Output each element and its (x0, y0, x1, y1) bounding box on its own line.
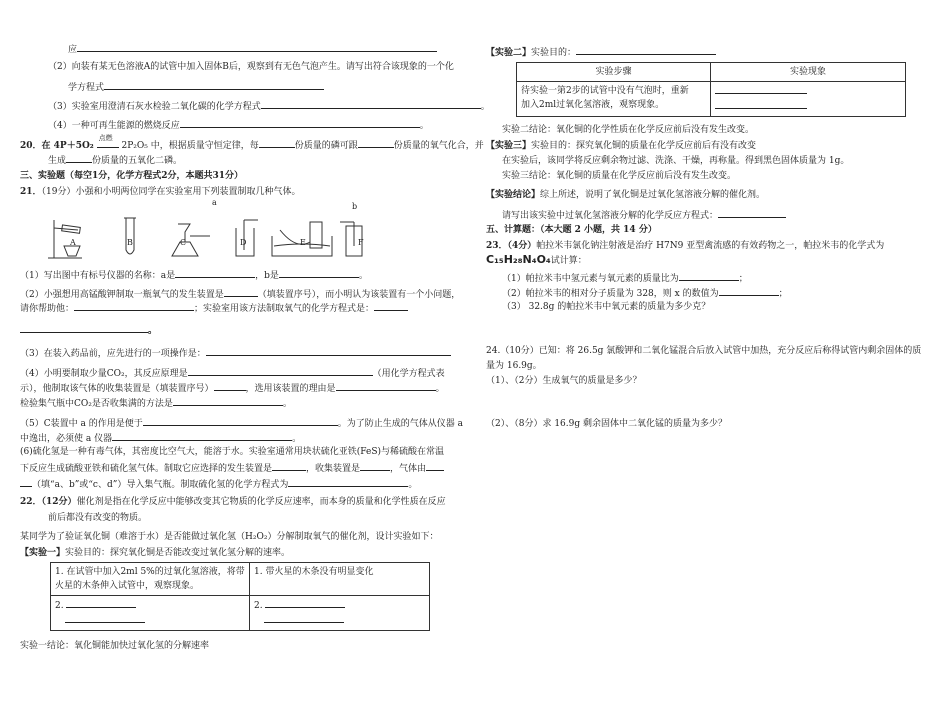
final-conclusion: 【实验结论】综上所述，说明了氧化铜是过氧化氢溶液分解的催化剂。 (486, 190, 766, 200)
label-b: b (352, 202, 358, 211)
blank[interactable] (20, 477, 32, 487)
exp3-text: 在实验后，该同学将反应剩余物过滤、洗涤、干燥，再称量。得到黑色固体质量为 1g。 (502, 156, 850, 166)
exp1-table (50, 562, 430, 631)
table-header: 实验现象 (711, 63, 906, 82)
blank[interactable] (261, 99, 481, 109)
blank[interactable] (719, 286, 779, 296)
label-F: F (358, 238, 364, 247)
section-5-title: 五、计算题：（本大题 2 小题，共 14 分） (486, 225, 657, 235)
q23: 23．（4分）帕拉米韦氯化钠注射液是治疗 H7N9 亚型禽流感的有效药物之一，帕拉米韦的化学式为 (486, 241, 885, 251)
blank[interactable] (679, 271, 739, 281)
q22b: 前后都没有改变的物质。 (48, 513, 148, 523)
formula: C₁₅H₂₈N₄O₄ (486, 253, 551, 266)
section-3-title: 三、实验题（每空1分，化学方程式2分，本题共31分） (20, 171, 244, 181)
q23-1: （1）帕拉米韦中氢元素与氧元素的质量比为 ； (502, 271, 748, 285)
blank[interactable] (358, 138, 394, 148)
blank[interactable] (288, 477, 408, 487)
q24: 24.（10分）已知：将 26.5g 氯酸钾和二氧化锰混合后放入试管中加热，充分反应后称得试管内剩余固体的质 (486, 346, 922, 356)
q24-1: （1）、（2分）生成氧气的质量是多少？ (486, 376, 642, 386)
blank[interactable] (77, 42, 437, 52)
exp2-conclusion: 实验二结论：氧化铜的化学性质在化学反应前后没有发生改变。 (502, 125, 755, 135)
table-cell: 2. (51, 596, 250, 631)
blank[interactable] (143, 416, 338, 426)
blank[interactable] (715, 99, 807, 109)
q20b: 生成 份质量的五氧化二磷。 (48, 153, 182, 167)
q21-2: （2）小强想用高锰酸钾制取一瓶氧气的发生装置是 （填装置序号），而小明认为该装置有一个小问题， (20, 287, 460, 301)
q22: 22．（12分）催化剂是指在化学反应中能够改变其它物质的化学反应速率，而本身的质量和化学性质在反应 (20, 497, 446, 507)
label-A: A (70, 238, 76, 247)
blank[interactable] (264, 613, 344, 623)
blank[interactable] (173, 396, 283, 406)
q21: 21．（19分）小强和小明两位同学在实验室用下列装置制取几种气体。 (20, 187, 301, 197)
blank[interactable] (206, 346, 451, 356)
blank[interactable] (20, 323, 148, 333)
blank[interactable] (715, 84, 807, 94)
q22c: 某同学为了验证氧化铜（难溶于水）是否能做过氧化氢（H₂O₂）分解制取氧气的催化剂，设计实验如下： (20, 532, 439, 542)
q21-2c: 。 (20, 323, 157, 337)
blank[interactable] (104, 80, 324, 90)
blank[interactable] (360, 461, 390, 471)
q21-6c: （填“a、b”或“c、d”）导入集气瓶。制取硫化氢的化学方程式为 。 (20, 477, 417, 491)
apparatus-figure (40, 216, 370, 260)
blank[interactable] (718, 208, 786, 218)
exp1-title: 【实验一】实验目的：探究氧化铜是否能改变过氧化氢分解的速率。 (20, 548, 291, 558)
blank[interactable] (336, 381, 436, 391)
q21-6b: 下反应生成硫酸亚铁和硫化氢气体。制取它应选择的发生装置是 ，收集装置是 ，气体由 (20, 461, 444, 475)
q21-2b: 请你帮助他： ；实验室用该方法制取氧气的化学方程式是： (20, 301, 408, 315)
blank[interactable] (175, 268, 255, 278)
q23-2: （2）帕拉米韦的相对分子质量为 328，则 x 的数值为 ； (502, 286, 788, 300)
q20: 20．在 4P＋5O₂ 点燃 2P₂O₅ 中，根据质量守恒定律，每 份质量的磷可跟 份质量的氧气化合，并 (20, 134, 484, 151)
q21-5: （5）C装置中 a 的作用是便于 。为了防止生成的气体从仪器 a (20, 416, 463, 430)
q19-2b: 学方程式 (68, 80, 324, 94)
q23-formula: C₁₅H₂₈N₄O₄试计算： (486, 253, 587, 266)
exp2-table (516, 62, 906, 117)
q23-3: （3） 32.8g 的帕拉米韦中氧元素的质量为多少克？ (502, 302, 711, 312)
final-equation: 请写出该实验中过氧化氢溶液分解的化学反应方程式： (502, 208, 786, 222)
q21-6: (6)硫化氢是一种有毒气体，其密度比空气大，能溶于水。实验室通常用块状硫化亚铁(FeS)与稀硫酸在常温 (20, 447, 445, 457)
label-a: a (212, 198, 217, 207)
exp3-conclusion: 实验三结论：氧化铜的质量在化学反应前后没有发生改变。 (502, 171, 737, 181)
table-row (517, 63, 906, 82)
q21-4: （4）小明要制取少量CO₂，其反应原理是 （用化学方程式表 (20, 366, 445, 380)
table-cell: 2. (250, 596, 430, 631)
blank[interactable] (188, 366, 373, 376)
blank[interactable] (272, 461, 306, 471)
exp2-title: 【实验二】实验目的： (486, 45, 716, 59)
blank[interactable] (66, 598, 136, 608)
label-E: E (300, 238, 306, 247)
table-cell: 待实验一第2步的试管中没有气泡时，重新 加入2ml过氧化氢溶液，观察现象。 (517, 82, 711, 117)
q19-2: （2）向装有某无色溶液A的试管中加入固体B后，观察到有无色气泡产生。请写出符合该现象的一个化 (48, 62, 454, 72)
answer-line-1: 应 (68, 42, 437, 56)
q19-4: （4）一种可再生能源的燃烧反应 。 (48, 118, 429, 132)
q21-3: （3）在装入药品前，应先进行的一项操作是： (20, 346, 451, 360)
q24b: 量为 16.9g。 (486, 361, 542, 371)
table-row (517, 82, 906, 117)
table-cell: 1. 在试管中加入2ml 5%的过氧化氢溶液，将带火星的木条伸入试管中，观察现象。 (51, 563, 250, 596)
blank[interactable] (374, 301, 408, 311)
blank[interactable] (576, 45, 716, 55)
q19-3: （3）实验室用澄清石灰水检验二氧化碳的化学方程式 。 (48, 99, 490, 113)
blank[interactable] (259, 138, 295, 148)
blank[interactable] (426, 461, 444, 471)
blank[interactable] (214, 381, 246, 391)
q21-5b: 中逸出，必须使 a 仪器 。 (20, 431, 301, 445)
blank[interactable] (66, 153, 92, 163)
label-B: B (127, 238, 133, 247)
q21-4b: 示），他制取该气体的收集装置是（填装置序号） ，选用该装置的理由是 。 (20, 381, 445, 395)
table-row (51, 596, 430, 631)
blank[interactable] (112, 431, 292, 441)
blank[interactable] (65, 613, 145, 623)
blank[interactable] (224, 287, 258, 297)
table-header: 实验步骤 (517, 63, 711, 82)
table-cell: 1. 带火星的木条没有明显变化 (250, 563, 430, 596)
blank[interactable] (180, 118, 420, 128)
label-C: C (180, 238, 187, 247)
exp3-title: 【实验三】实验目的：探究氧化铜的质量在化学反应前后有没有改变 (486, 141, 757, 151)
apparatus-drawing (40, 216, 370, 260)
table-row (51, 563, 430, 596)
exp1-conclusion: 实验一结论：氧化铜能加快过氧化氢的分解速率 (20, 641, 210, 651)
blank[interactable] (74, 301, 194, 311)
table-cell (711, 82, 906, 117)
label-D: D (240, 238, 247, 247)
q21-1: （1）写出图中有标号仪器的名称：a是 ，b是 。 (20, 268, 368, 282)
blank[interactable] (279, 268, 359, 278)
q24-2: （2）、（8分）求 16.9g 剩余固体中二氧化锰的质量为多少？ (486, 419, 727, 429)
q21-4c: 检验集气瓶中CO₂是否收集满的方法是 。 (20, 396, 292, 410)
blank[interactable] (265, 598, 345, 608)
